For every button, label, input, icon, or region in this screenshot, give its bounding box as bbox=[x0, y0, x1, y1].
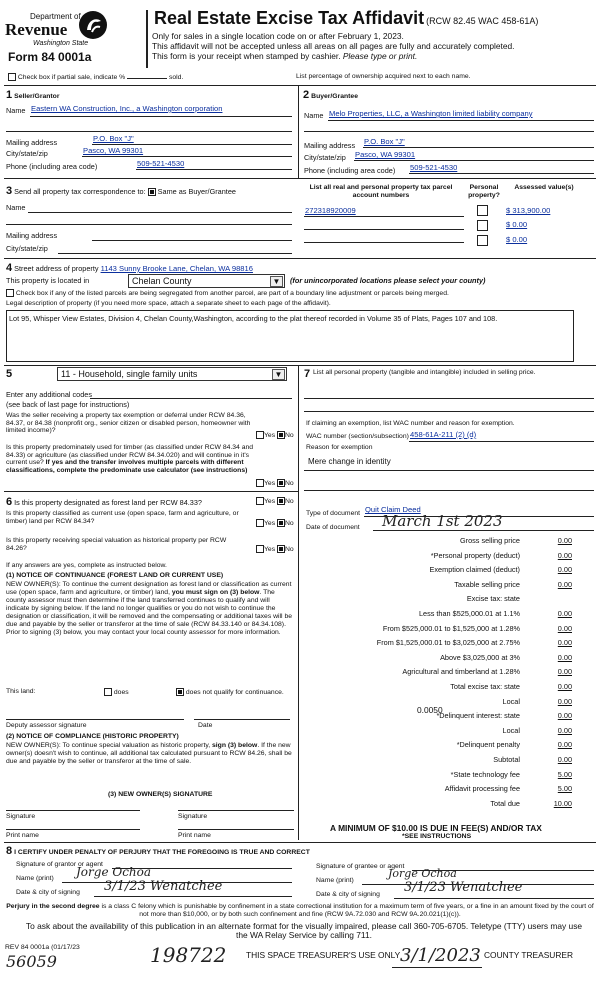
county-select[interactable] bbox=[128, 274, 285, 288]
assessed-value-2[interactable]: $ 0.00 bbox=[506, 220, 528, 229]
tax-row-label: *Delinquent interest: state bbox=[436, 711, 520, 721]
see-instructions: *SEE INSTRUCTIONS bbox=[402, 833, 472, 840]
section-3-row bbox=[6, 185, 236, 197]
tax-row-value[interactable]: 5.00 bbox=[557, 784, 572, 794]
s3-name-label: Name bbox=[6, 203, 26, 212]
treasurer-note: THIS SPACE TREASURER'S USE ONLY bbox=[246, 950, 401, 960]
personal-property-checkbox-1[interactable] bbox=[477, 205, 488, 216]
s5-q2 bbox=[6, 444, 256, 474]
form-number: Form 84 0001a bbox=[8, 50, 92, 64]
section-8-row bbox=[6, 845, 310, 857]
notice-3-title: (3) NEW OWNER(S) SIGNATURE bbox=[108, 791, 213, 798]
personal-col-header: Personal property? bbox=[468, 184, 500, 199]
buyer-phone-value[interactable]: 509-521-4530 bbox=[410, 163, 458, 172]
wac-label: WAC number (section/subsection) bbox=[306, 433, 409, 440]
tax-row-label: *State technology fee bbox=[450, 769, 520, 779]
s5-q1-no-checkbox[interactable] bbox=[277, 431, 285, 439]
doc-date-label: Date of document bbox=[306, 524, 360, 531]
same-as-buyer-checkbox[interactable] bbox=[148, 188, 156, 196]
perjury-bold: Perjury in the second degree bbox=[6, 903, 100, 910]
ownership-note: List percentage of ownership acquired next to each name. bbox=[296, 73, 471, 80]
no-label: No bbox=[284, 479, 294, 487]
same-as-buyer-label: Same as Buyer/Grantee bbox=[157, 187, 236, 196]
minimum-note: A MINIMUM OF $10.00 IS DUE IN FEE(S) AND/OR TAX bbox=[330, 823, 542, 833]
section-7-text: List all personal property (tangible and intangible) included in selling price. bbox=[313, 369, 536, 376]
seller-city-value[interactable]: Pasco, WA 99301 bbox=[83, 146, 144, 155]
tax-row-label: Less than $525,000.01 at 1.1% bbox=[418, 609, 520, 618]
section-7-row bbox=[304, 368, 310, 380]
tax-row-value[interactable]: 0.00 bbox=[557, 536, 572, 545]
chevron-down-icon[interactable]: ▼ bbox=[270, 276, 283, 287]
tax-row-label: Local bbox=[502, 696, 520, 706]
doesnot-label: does not qualify for continuance. bbox=[185, 688, 284, 696]
grantee-name-value[interactable]: Jorge Ochoa bbox=[388, 867, 457, 880]
alt-format-text: To ask about the availability of this publication in an alternate format for the visually impaired, please call 360-705-6705. Teletype (TTY) users may use the WA Relay Service by calling 711. bbox=[25, 921, 583, 941]
notice-1-text bbox=[6, 581, 294, 637]
grantee-date-value[interactable]: 3/1/23 Wenatchee bbox=[404, 880, 523, 895]
tax-row-label: Taxable selling price bbox=[454, 579, 520, 589]
grantee-sig-label: Signature of grantee or agent bbox=[316, 863, 405, 870]
section-8-number: 8 bbox=[6, 845, 13, 857]
no-label: No bbox=[284, 545, 294, 553]
tax-row-value[interactable]: 0.00 bbox=[557, 565, 572, 575]
tax-row-label: *Personal property (deduct) bbox=[430, 550, 520, 560]
section-1-heading: Seller/Grantor bbox=[14, 93, 60, 100]
county-treasurer-label: COUNTY TREASURER bbox=[484, 950, 574, 960]
tax-row-label: Gross selling price bbox=[459, 536, 520, 545]
no-label: No bbox=[284, 497, 294, 505]
handwritten-receipt: 56059 bbox=[6, 952, 57, 971]
tax-row-label: *Delinquent penalty bbox=[456, 740, 520, 750]
notice-2-a: NEW OWNER(S): To continue special valuation as historic property, bbox=[6, 742, 212, 749]
header-line-3-em: Please type or print. bbox=[342, 51, 418, 61]
legal-description-text: Lot 95, Whisper View Estates, Division 4, Chelan County,Washington, according to the plat thereof recorded in Volume 35 of Plats, Pages 107 and 108. bbox=[9, 314, 498, 323]
partial-sale-row bbox=[8, 73, 183, 81]
reason-label: Reason for exemption bbox=[306, 444, 373, 451]
handwritten-date: 3/1/2023 bbox=[400, 945, 481, 966]
owner-print-label-2: Print name bbox=[178, 832, 211, 839]
does-qualify-checkbox[interactable] bbox=[104, 688, 112, 696]
segregate-label: Check box if any of the listed parcels are being segregated from another parcel, are part of a boundary line adjustment or parcels being merged. bbox=[15, 289, 449, 297]
land-use-select[interactable] bbox=[57, 367, 287, 381]
perjury-body: is a class C felony which is punishable by confinement in a state correctional institution for a maximum term of five years, or a fine in an amount fixed by the court of not more than $10,000, or by both such confinement and fine (RCW 9A.72.030 and RCW 9A.20.021(1)(c)). bbox=[99, 903, 594, 918]
s6-q1-row bbox=[6, 496, 202, 508]
parcel-number[interactable]: 272318920009 bbox=[305, 206, 356, 215]
section-2-heading: Buyer/Grantee bbox=[311, 93, 358, 100]
assessed-col-header: Assessed value(s) bbox=[514, 184, 574, 191]
section-3-text: Send all property tax correspondence to: bbox=[14, 187, 146, 196]
tax-row-label: Total excise tax: state bbox=[450, 682, 520, 691]
yes-label: Yes bbox=[264, 431, 276, 439]
s6-q1-answer bbox=[256, 497, 294, 505]
segregate-row bbox=[6, 289, 449, 297]
codes-note: (see back of last page for instructions) bbox=[6, 400, 130, 409]
notice-2-b: sign (3) below bbox=[212, 742, 258, 749]
s6-q3-no-checkbox[interactable] bbox=[277, 545, 285, 553]
tax-row-label: Total due bbox=[490, 798, 520, 808]
buyer-mail-value[interactable]: P.O. Box "J" bbox=[364, 137, 405, 146]
s6-q1-yes-checkbox[interactable] bbox=[256, 497, 264, 505]
county-select-value: Chelan County bbox=[132, 276, 192, 286]
located-label: This property is located in bbox=[6, 276, 90, 285]
tax-row-value[interactable]: 0.00 bbox=[557, 609, 572, 618]
section-1-title bbox=[6, 89, 59, 101]
tax-row-label: From $1,525,000.01 to $3,025,000 at 2.75% bbox=[376, 638, 520, 648]
form-rcw: (RCW 82.45 WAC 458-61A) bbox=[426, 16, 539, 26]
wac-value[interactable]: 458-61A-211 (2) (d) bbox=[410, 430, 477, 439]
does-row bbox=[104, 688, 129, 696]
logo-revenue: Revenue bbox=[5, 20, 68, 39]
header-line-3-text: This form is your receipt when stamped by cashier. bbox=[152, 51, 341, 61]
notice-2-text bbox=[6, 742, 298, 766]
partial-sale-checkbox[interactable] bbox=[8, 73, 16, 81]
tax-row-value[interactable]: 0.00 bbox=[557, 740, 572, 750]
seller-phone-label: Phone (including area code) bbox=[6, 162, 98, 171]
buyer-city-value[interactable]: Pasco, WA 99301 bbox=[355, 150, 416, 159]
assessor-sig-label: Deputy assessor signature bbox=[6, 722, 87, 729]
exempt-note: If claiming an exemption, list WAC number and reason for exemption. bbox=[306, 420, 515, 427]
notice-1-title: (1) NOTICE OF CONTINUANCE (FOREST LAND OR CURRENT USE) bbox=[6, 572, 224, 579]
tax-row-value[interactable]: 0.00 bbox=[557, 696, 572, 706]
chevron-down-icon[interactable]: ▼ bbox=[272, 369, 285, 380]
parcel-col-header: List all real and personal property tax parcel account numbers bbox=[309, 184, 453, 199]
seller-name-label: Name bbox=[6, 106, 26, 115]
s5-q2-answer bbox=[256, 479, 294, 487]
section-1-number: 1 bbox=[6, 89, 13, 101]
revenue-swoosh-icon bbox=[78, 10, 108, 40]
doc-type-value[interactable]: Quit Claim Deed bbox=[365, 505, 421, 514]
legal-description-box[interactable] bbox=[6, 310, 574, 362]
yes-label: Yes bbox=[264, 519, 276, 527]
notice-1-a: NEW OWNER(S): To continue the current designation as forest land or classification as current use (open space, farm and agriculture, or timber) land, bbox=[6, 581, 292, 597]
segregate-checkbox[interactable] bbox=[6, 289, 14, 297]
s6-q2-answer bbox=[256, 519, 294, 527]
tax-row-value[interactable]: 0.00 bbox=[557, 623, 572, 633]
buyer-phone-label: Phone (including area code) bbox=[304, 166, 396, 175]
partial-sale-label: Check box if partial sale, indicate % bbox=[17, 73, 126, 81]
form-title-text: Real Estate Excise Tax Affidavit bbox=[154, 8, 425, 28]
seller-phone-value[interactable]: 509-521-4530 bbox=[137, 159, 185, 168]
buyer-mail-label: Mailing address bbox=[304, 141, 356, 150]
grantor-name-value[interactable]: Jorge Ochoa bbox=[76, 865, 152, 879]
perjury-text bbox=[5, 903, 595, 918]
owner-print-label-1: Print name bbox=[6, 832, 39, 839]
seller-name-value[interactable]: Eastern WA Construction, Inc., a Washington corporation bbox=[31, 104, 223, 113]
land-use-value: 11 - Household, single family units bbox=[61, 369, 198, 379]
tax-row-label: Subtotal bbox=[493, 755, 520, 764]
s5-q2-text: Is this property predominately used for timber (as classified under RCW 84.34 and 84.33) or agriculture (as classified under RCW 84.34.020) and will continue in it's current use? bbox=[6, 444, 254, 467]
tax-row-value[interactable]: 0.00 bbox=[557, 711, 572, 721]
reason-value[interactable]: Mere change in identity bbox=[308, 457, 391, 466]
header-line-3 bbox=[152, 52, 417, 61]
s5-q1-yes-checkbox[interactable] bbox=[256, 431, 264, 439]
s6-q2-yes-checkbox[interactable] bbox=[256, 519, 264, 527]
street-label: Street address of property bbox=[14, 264, 99, 273]
tax-row-label: Exemption claimed (deduct) bbox=[429, 565, 520, 575]
s6-q2-no-checkbox[interactable] bbox=[277, 519, 285, 527]
tax-row-value[interactable]: 0.00 bbox=[557, 652, 572, 662]
grantor-name-label: Name (print) bbox=[16, 875, 54, 882]
does-not-qualify-checkbox[interactable] bbox=[176, 688, 184, 696]
tax-row-label: Affidavit processing fee bbox=[444, 784, 520, 794]
form-title bbox=[154, 8, 538, 28]
grantee-date-label: Date & city of signing bbox=[316, 891, 380, 898]
owner-sig-label-1: Signature bbox=[6, 813, 36, 820]
codes-label: Enter any additional codes bbox=[6, 390, 92, 399]
tax-row-label: Excise tax: state bbox=[466, 594, 520, 604]
tax-row-label: From $525,000.01 to $1,525,000 at 1.28% bbox=[382, 623, 520, 633]
tax-row-label: Above $3,025,000 at 3% bbox=[440, 652, 520, 662]
personal-property-checkbox-2[interactable] bbox=[477, 220, 488, 231]
grantor-date-value[interactable]: 3/1/23 Wenatchee bbox=[104, 879, 223, 894]
no-label: No bbox=[284, 519, 294, 527]
grantor-date-label: Date & city of signing bbox=[16, 889, 80, 896]
personal-property-checkbox-3[interactable] bbox=[477, 235, 488, 246]
s6-q3-yes-checkbox[interactable] bbox=[256, 545, 264, 553]
owner-sig-label-2: Signature bbox=[178, 813, 208, 820]
rev-number: REV 84 0001a (01/17/23 bbox=[5, 944, 80, 951]
section-4-number: 4 bbox=[6, 262, 13, 274]
yes-label: Yes bbox=[264, 545, 276, 553]
no-label: No bbox=[284, 431, 294, 439]
s6-q2: Is this property classified as current use (open space, farm and agriculture, or timber) land per RCW 84.34? bbox=[6, 510, 239, 525]
tax-row-value[interactable]: 10.00 bbox=[553, 798, 572, 808]
buyer-name-value[interactable]: Melo Properties, LLC, a Washington limited liability company bbox=[329, 109, 533, 118]
tax-row-value[interactable]: 0.00 bbox=[557, 638, 572, 648]
section-3-number: 3 bbox=[6, 185, 13, 197]
doesnot-row bbox=[176, 688, 284, 696]
assessed-value-1[interactable]: $ 313,900.00 bbox=[506, 206, 551, 215]
legal-label: Legal description of property (if you need more space, attach a separate sheet to each page of the affidavit). bbox=[6, 300, 331, 307]
logo-dept: Department of bbox=[30, 12, 81, 21]
s6-q3-answer bbox=[256, 545, 294, 553]
tax-row-label: Local bbox=[502, 725, 520, 735]
seller-city-label: City/state/zip bbox=[6, 149, 48, 158]
tax-row-value[interactable]: 0.00 bbox=[557, 755, 572, 764]
section-4-street-row bbox=[6, 262, 253, 274]
section-6-number: 6 bbox=[6, 496, 13, 508]
local-rate: 0.0050 bbox=[417, 705, 443, 715]
s5-q1-answer bbox=[256, 431, 294, 439]
s6-q3: Is this property receiving special valuation as historical property per RCW 84.26? bbox=[6, 537, 227, 552]
notice-2-title: (2) NOTICE OF COMPLIANCE (HISTORIC PROPERTY) bbox=[6, 733, 179, 740]
seller-mail-label: Mailing address bbox=[6, 138, 58, 147]
section-2-number: 2 bbox=[303, 89, 310, 101]
s5-q2-no-checkbox[interactable] bbox=[277, 479, 285, 487]
s3-city-label: City/state/zip bbox=[6, 244, 48, 253]
s3-mail-label: Mailing address bbox=[6, 231, 58, 240]
assessor-date-label: Date bbox=[198, 722, 213, 729]
thisland-label: This land: bbox=[6, 688, 36, 695]
header-line-2: This affidavit will not be accepted unless all areas on all pages are fully and accurately completed. bbox=[152, 41, 515, 51]
street-value[interactable]: 1143 Sunny Brooke Lane, Chelan, WA 98816 bbox=[100, 264, 253, 273]
buyer-city-label: City/state/zip bbox=[304, 153, 346, 162]
s5-q1: Was the seller receiving a property tax exemption or deferral under RCW 84.36, 84.37, or 84.38 (nonprofit org., senior citizen or disabled person, homeowner with limited income)? bbox=[6, 412, 251, 435]
tax-row-label: Agricultural and timberland at 1.28% bbox=[402, 667, 520, 677]
county-note: (for unincorporated locations please select your county) bbox=[290, 276, 486, 285]
does-label: does bbox=[113, 688, 129, 696]
doc-type-label: Type of document bbox=[306, 510, 361, 517]
partial-sale-sold: sold. bbox=[168, 73, 184, 81]
grantor-sig-label: Signature of grantor or agent bbox=[16, 861, 103, 868]
s6-q1-no-checkbox[interactable] bbox=[277, 497, 285, 505]
notice-2-c: . If the new owner(s) doesn't wish to continue, all additional tax calculated pursuant to RCW 84.26, shall be due and payable by the seller or transferor at the time of sale. bbox=[6, 742, 292, 766]
tax-row-value[interactable]: 0.00 bbox=[557, 550, 572, 560]
tax-row-value[interactable]: 0.00 bbox=[557, 579, 572, 589]
certify-text: I CERTIFY UNDER PENALTY OF PERJURY THAT THE FOREGOING IS TRUE AND CORRECT bbox=[14, 849, 310, 856]
handwritten-number: 198722 bbox=[150, 943, 227, 967]
logo-state: Washington State bbox=[33, 40, 89, 47]
yes-label: Yes bbox=[264, 497, 276, 505]
section-7-number: 7 bbox=[304, 368, 311, 380]
s6-q1: Is this property designated as forest land per RCW 84.33? bbox=[14, 498, 202, 507]
tax-row-value[interactable]: 0.00 bbox=[557, 682, 572, 691]
yes-label: Yes bbox=[264, 479, 276, 487]
buyer-name-label: Name bbox=[304, 111, 324, 120]
notice-1-c: . The county assessor must then determine if the land transferred continues to qualify and will indicate by signing below. If the land no longer qualifies or you do not wish to continue the designation or classification, it will be removed and the compensating or additional taxes will be due and payable by the seller or transferor at the time of sale (RCW 84.33.140 or 84.34.108). Prior to signing (3) below, you may contact your local county assessor for more information. bbox=[6, 589, 293, 637]
doc-date-value[interactable]: March 1st 2023 bbox=[382, 512, 503, 530]
s5-q2-yes-checkbox[interactable] bbox=[256, 479, 264, 487]
notice-1-b: you must sign on (3) below bbox=[171, 589, 260, 597]
grantee-name-label: Name (print) bbox=[316, 877, 354, 884]
tax-row-value[interactable]: 0.00 bbox=[557, 725, 572, 735]
header-line-1: Only for sales in a single location code on or after February 1, 2023. bbox=[152, 31, 404, 41]
s6-ifany: If any answers are yes, complete as instructed below. bbox=[6, 562, 167, 569]
tax-row-value[interactable]: 5.00 bbox=[557, 769, 572, 779]
section-5-number: 5 bbox=[6, 368, 13, 380]
tax-row-value[interactable]: 0.00 bbox=[557, 667, 572, 677]
section-2-title bbox=[303, 89, 358, 101]
seller-mail-value[interactable]: P.O. Box "J" bbox=[93, 134, 134, 143]
s5-q2-bold: If yes and the transfer involves multiple parcels with different classifications, complete the predominate use calculator (see instructions) bbox=[6, 459, 248, 474]
assessed-value-3[interactable]: $ 0.00 bbox=[506, 235, 528, 244]
